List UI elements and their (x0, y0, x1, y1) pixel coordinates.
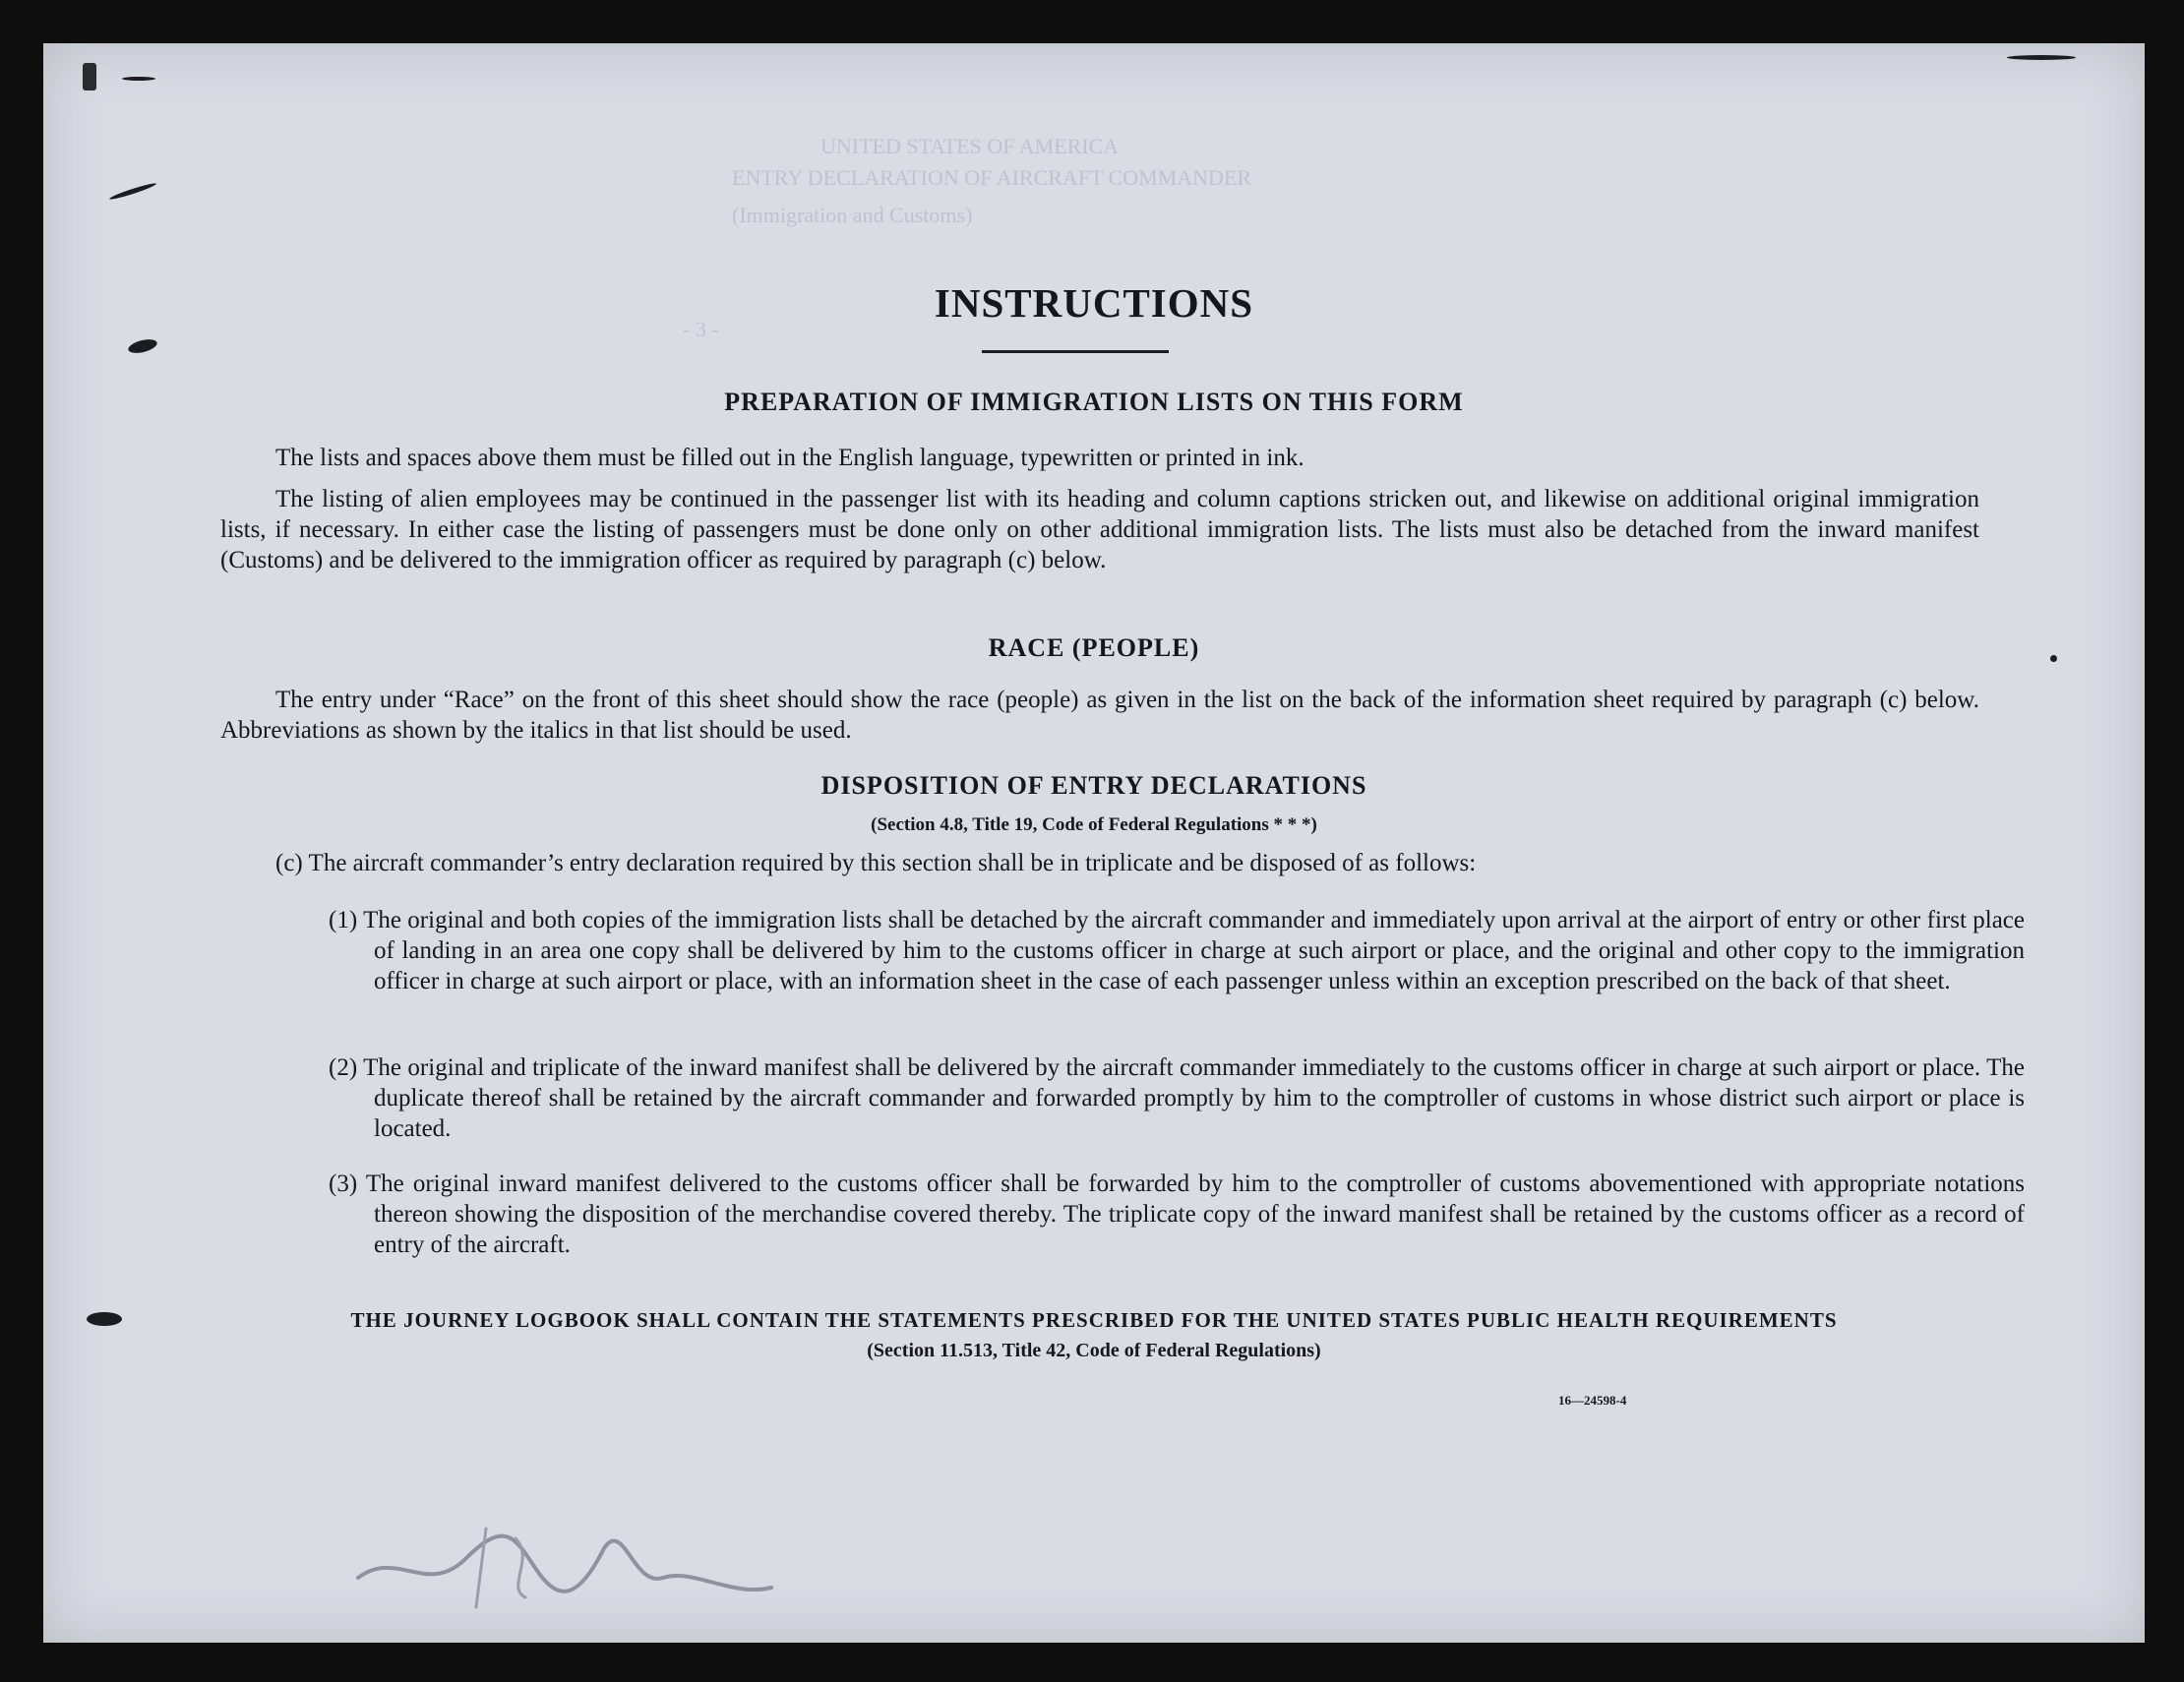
margin-mark (127, 337, 158, 356)
regulation-citation: (Section 4.8, Title 19, Code of Federal Regulations * * *) (871, 814, 1317, 835)
bleed-through-line-4: - 3 - (683, 317, 719, 341)
form-number: 16—24598-4 (1558, 1393, 1627, 1408)
bleed-through-line-2: ENTRY DECLARATION OF AIRCRAFT COMMANDER (732, 165, 1252, 190)
margin-mark (2007, 55, 2076, 60)
margin-mark (83, 63, 96, 90)
margin-mark (108, 181, 156, 201)
title-underline (982, 350, 1169, 353)
list-item: (1) The original and both copies of the immigration lists shall be detached by the aircraft commander and immediately upon arrival at the airport of entry or other first place of landing in an area one copy shall be delivered by him to the customs officer in charge at such airport or place, and the original and other copy to the immigration officer in charge at such airport or place, with an information sheet in the case of each passenger unless within an exception prescribed on the back of that sheet. (329, 907, 2025, 994)
document-page (43, 43, 2145, 1643)
margin-mark (122, 77, 155, 81)
paragraph: The listing of alien employees may be continued in the passenger list with its heading and column captions stricken out, and likewise on additional original immigration lists, if necessary. In either case the listing of passengers must be done only on other additional immigration lists. The lists must also be detached from the inward manifest (Customs) and be delivered to the immigration officer as required by paragraph (c) below. (220, 486, 1979, 573)
list-item: (3) The original inward manifest delivered to the customs officer shall be forwarded by him to the comptroller of customs abovementioned with appropriate notations thereon showing the disposition of the merchandise covered thereby. The triplicate copy of the inward manifest shall be retained by the customs officer as a record of entry of the aircraft. (329, 1171, 2025, 1258)
section-heading-immigration-lists: PREPARATION OF IMMIGRATION LISTS ON THIS FORM (724, 388, 1464, 416)
paragraph: The entry under “Race” on the front of this sheet should show the race (people) as given in the list on the back of the information sheet required by paragraph (c) below. Abbreviations as shown by the italics in that list should be used. (220, 687, 1979, 744)
public-health-citation: (Section 11.513, Title 42, Code of Federal Regulations) (867, 1340, 1321, 1361)
bleed-through-line-1: UNITED STATES OF AMERICA (820, 134, 1120, 158)
public-health-statement: THE JOURNEY LOGBOOK SHALL CONTAIN THE STATEMENTS PRESCRIBED FOR THE UNITED STATES PUBLIC HEALTH REQUIREMENTS (350, 1308, 1838, 1332)
bleed-through-line-3: (Immigration and Customs) (732, 203, 973, 227)
list-item: (2) The original and triplicate of the inward manifest shall be delivered by the aircraft commander immediately to the customs officer in charge at such airport or place. The duplicate thereof shall be retained by the aircraft commander and forwarded promptly by him to the comptroller of customs in whose district such airport or place is located. (329, 1054, 2025, 1142)
section-heading-race: RACE (PEOPLE) (988, 633, 1200, 662)
paragraph: (c) The aircraft commander’s entry declaration required by this section shall be in triplicate and be disposed of as follows: (275, 850, 1477, 876)
paragraph: The lists and spaces above them must be filled out in the English language, typewritten or printed in ink. (275, 445, 1304, 471)
page-title: INSTRUCTIONS (934, 280, 1254, 326)
signature-scrawl (338, 1509, 791, 1627)
section-heading-disposition: DISPOSITION OF ENTRY DECLARATIONS (820, 771, 1367, 800)
